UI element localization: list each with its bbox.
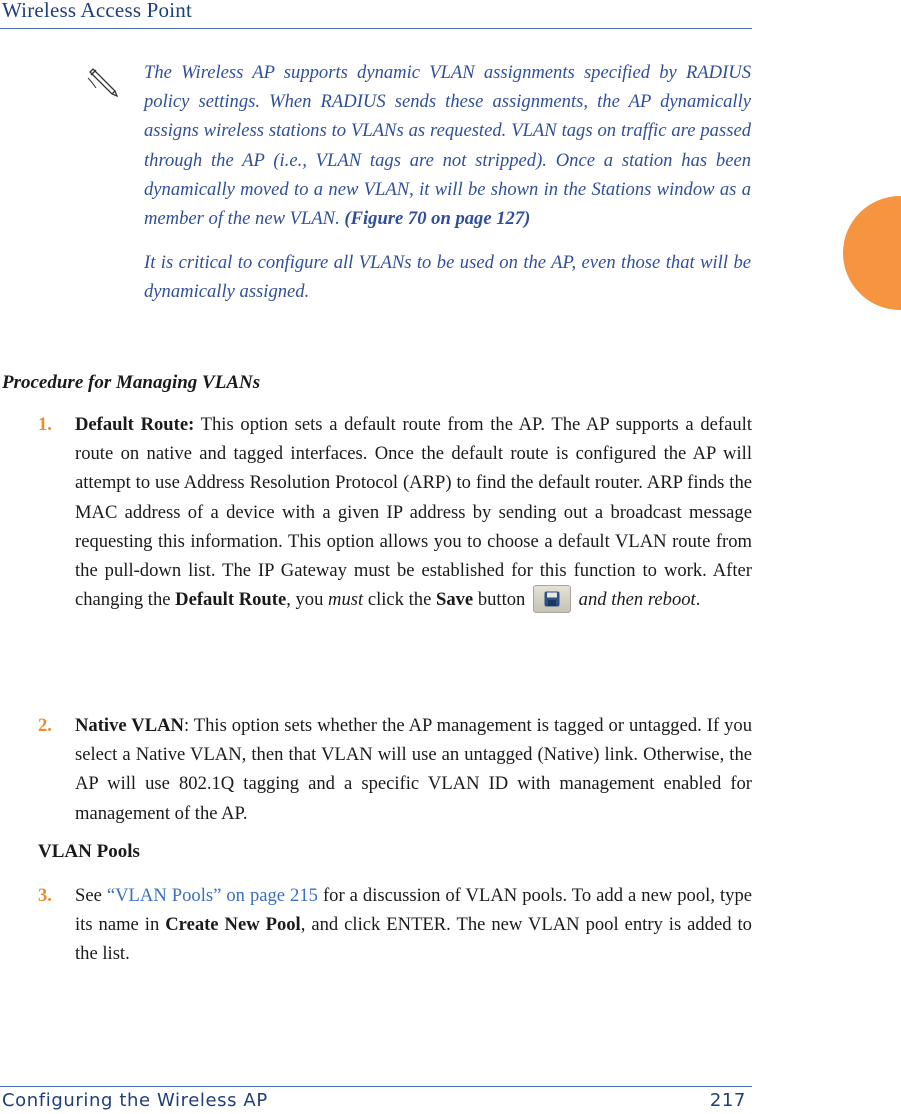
- header-divider: [0, 28, 752, 29]
- item-text-part: for a discussion of VLAN pools. To add a new pool, type its name in: [75, 885, 752, 936]
- note-paragraph-2: It is critical to configure all VLANs to be used on the AP, even those that will be dynamically assigned.: [144, 252, 751, 303]
- term-default-route-inline: Default Route: [175, 589, 287, 611]
- item-text-part: , and click ENTER. The new VLAN pool entry is added to the list.: [75, 914, 752, 965]
- pencil-note-icon: [86, 66, 122, 100]
- term-native-vlan: Native VLAN: [75, 715, 184, 736]
- item-text-part: This option sets a default route from the AP. The AP supports a default route on native and tagged interfaces. Once the default route is configured the AP will attempt to use Address Resolution Protocol (ARP) to find the default router. ARP finds the MAC address of a device with a given IP address by sending out a broadcast message requesting this information. This option allows you to choose a default VLAN route from the pull-down list. The IP Gateway must be established for this function to work. After changing the: [75, 414, 753, 611]
- list-number: 1.: [38, 414, 52, 435]
- figure-ref-close: ): [524, 208, 531, 230]
- item-text-reboot: and then reboot: [574, 589, 696, 611]
- item-text-part: button: [473, 589, 530, 611]
- figure-ref-open: (: [344, 208, 351, 230]
- list-item-vlan-pools: [38, 881, 752, 969]
- item-text-part: , you: [286, 589, 329, 611]
- save-button-image: [533, 585, 571, 613]
- list-item-default-route: [38, 410, 752, 615]
- page-header-title: Wireless Access Point: [2, 0, 192, 22]
- note-paragraph-1: [144, 58, 751, 233]
- procedure-heading: Procedure for Managing VLANs: [2, 372, 261, 393]
- list-item-text: [75, 711, 752, 828]
- list-item-native-vlan: [38, 711, 752, 828]
- term-create-new-pool: Create New Pool: [165, 914, 301, 936]
- vlan-pools-heading: VLAN Pools: [38, 841, 140, 862]
- emphasis-must: must: [328, 589, 364, 611]
- item-text-part: : This option sets whether the AP management is tagged or untagged. If you select a Native VLAN, then that VLAN will use an untagged (Native) link. Otherwise, the AP will use 802.1Q tagging and a specific VLAN ID with management enabled for management of the AP.: [75, 715, 752, 824]
- term-default-route: Default Route:: [75, 414, 195, 435]
- item-text-part: See: [75, 885, 107, 906]
- footer-section-title: Configuring the Wireless AP: [2, 1090, 268, 1111]
- note-paragraph-1-text: The Wireless AP supports dynamic VLAN assignments specified by RADIUS policy settings. When RADIUS sends these assignments, the AP dynamically assigns wireless stations to VLANs as requested. VLAN tags on traffic are passed through the AP (i.e., VLAN tags are not stripped). Once a station has been dynamically moved to a new VLAN, it will be shown in the Stations window as a member of the new VLAN.: [144, 62, 751, 230]
- list-item-text: [75, 410, 752, 615]
- vlan-pools-page-link[interactable]: “VLAN Pools” on page 215: [106, 885, 318, 906]
- chapter-side-tab: [843, 196, 901, 310]
- footer-divider: [0, 1086, 752, 1087]
- list-number: 3.: [38, 885, 52, 906]
- figure-reference-link[interactable]: Figure 70 on page 127: [350, 208, 525, 230]
- term-save: Save: [435, 589, 474, 611]
- item-text-part: click the: [363, 589, 436, 611]
- save-disk-icon: [544, 591, 560, 607]
- list-number: 2.: [38, 715, 52, 736]
- note-block: [144, 58, 751, 307]
- item-text-end: .: [695, 589, 701, 611]
- list-item-text: [75, 881, 752, 969]
- page-number: 217: [709, 1090, 746, 1111]
